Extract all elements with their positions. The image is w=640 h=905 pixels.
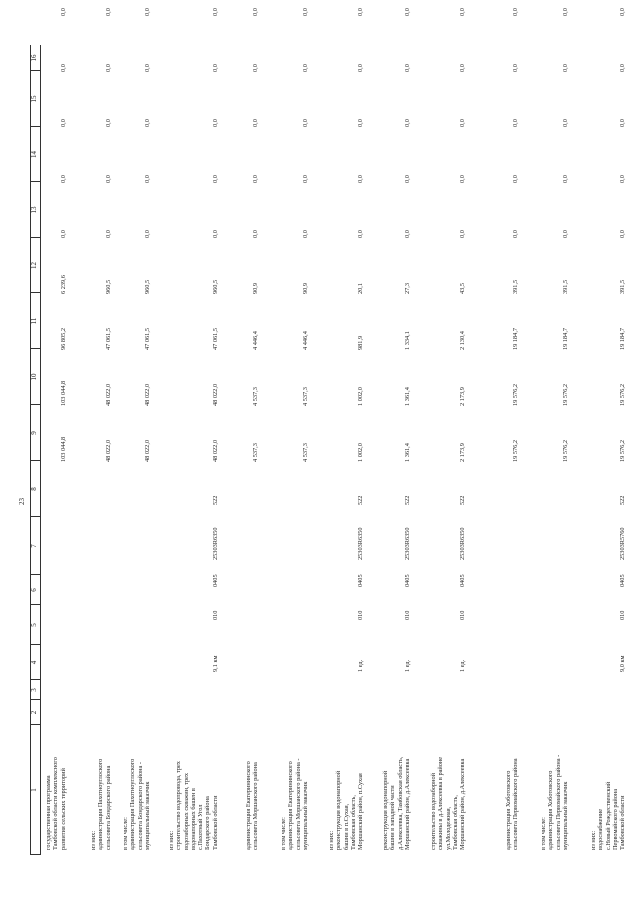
cell-value: 4 446,4: [252, 331, 260, 350]
row-name: в том числе: администрация Екатерининского сельсовета Моршанского района - муниципальный заказчик: [280, 758, 309, 850]
cell-csr: 25303R5760: [619, 527, 627, 560]
cell-value: 6 239,6: [59, 275, 67, 294]
cell-value: 391,5: [619, 279, 627, 294]
cell-value: 0,0: [104, 8, 112, 16]
cell-grbs: 010: [459, 610, 467, 620]
cell-value: 90,9: [252, 282, 260, 294]
cell-value: 0,0: [619, 8, 627, 16]
cell-value: 0,0: [357, 175, 365, 183]
cell-value: 4 537,3: [252, 387, 260, 406]
cell-value: 0,0: [512, 64, 520, 72]
cell-value: 0,0: [104, 175, 112, 183]
cell-value: 19 184,7: [512, 327, 520, 350]
cell-value: 981,9: [357, 335, 365, 350]
cell-value: 0,0: [143, 230, 151, 238]
cell-value: 0,0: [561, 230, 569, 238]
column-number: 8: [30, 487, 38, 491]
cell-value: 0,0: [59, 175, 67, 183]
cell-value: 0,0: [459, 175, 467, 183]
cell-grbs: 010: [619, 610, 627, 620]
cell-unit: 1 ед.: [357, 659, 365, 672]
cell-value: 0,0: [403, 64, 411, 72]
cell-value: 0,0: [104, 230, 112, 238]
page-number: 23: [18, 498, 26, 505]
cell-value: 0,0: [561, 64, 569, 72]
column-number: 9: [30, 431, 38, 435]
column-number: 6: [30, 588, 38, 592]
cell-value: 0,0: [104, 64, 112, 72]
row-name: в том числе: администрация Пахотноуглоского сельсовета Бондарского района - муниципальный заказчик: [122, 758, 151, 850]
cell-value: 2 173,9: [459, 387, 467, 406]
column-divider: [30, 237, 40, 238]
cell-csr: 25303R6350: [357, 527, 365, 560]
cell-value: 43,5: [459, 282, 467, 294]
cell-value: 0,0: [561, 8, 569, 16]
cell-rz: 0405: [619, 574, 627, 587]
cell-value: 0,0: [143, 175, 151, 183]
cell-value: 0,0: [252, 8, 260, 16]
cell-unit: 1 ед.: [459, 659, 467, 672]
cell-value: 960,5: [104, 279, 112, 294]
cell-value: 0,0: [403, 119, 411, 127]
row-name: из них: реконструкция водонапорной башни в п.Сухая, Тамбовская область, Моршанский район, п.Сухая: [328, 770, 365, 850]
column-number: 10: [30, 373, 38, 381]
cell-grbs: 010: [211, 610, 219, 620]
cell-value: 1 002,0: [357, 443, 365, 462]
cell-value: 20,1: [357, 282, 365, 294]
cell-value: 0,0: [211, 175, 219, 183]
cell-value: 0,0: [403, 175, 411, 183]
cell-value: 0,0: [459, 64, 467, 72]
cell-value: 0,0: [301, 230, 309, 238]
cell-vr: 522: [357, 495, 365, 505]
column-number: 14: [30, 151, 38, 158]
cell-value: 0,0: [512, 230, 520, 238]
row-name: реконструкция водонапорной башни в западной части д.Алексеевка, Тамбовская область, Моршанский район, д.Алексеевка: [382, 756, 411, 850]
column-divider: [30, 292, 40, 293]
row-name: из них: строительство водопровода, трех водозаборных скважин, трех водонапорных башен в с.Пахотный Угол Бондарского района Тамбовской области: [168, 761, 219, 850]
cell-value: 19 576,2: [561, 439, 569, 462]
cell-value: 48 022,0: [104, 439, 112, 462]
cell-value: 0,0: [561, 175, 569, 183]
row-name: администрация Екатерининского сельсовета Моршанского района: [245, 761, 260, 850]
cell-value: 96 805,2: [59, 327, 67, 350]
cell-value: 103 044,8: [59, 436, 67, 462]
column-divider: [30, 404, 40, 405]
cell-value: 0,0: [512, 8, 520, 16]
cell-value: 48 022,0: [211, 439, 219, 462]
cell-value: 19 184,7: [619, 327, 627, 350]
cell-value: 47 061,5: [104, 327, 112, 350]
cell-value: 0,0: [459, 8, 467, 16]
row-name: администрация Хоботовского сельсовета Первомайского района: [505, 758, 520, 850]
cell-value: 0,0: [59, 119, 67, 127]
column-number: 13: [30, 206, 38, 214]
cell-value: 0,0: [357, 8, 365, 16]
cell-value: 48 022,0: [143, 439, 151, 462]
cell-value: 19 576,2: [512, 439, 520, 462]
cell-csr: 25303R6350: [403, 527, 411, 560]
cell-grbs: 010: [357, 610, 365, 620]
cell-value: 27,3: [403, 282, 411, 294]
row-name: из них: администрация Пахотноуглоского сельсовета Бондарского района: [90, 758, 112, 850]
column-number: 15: [30, 95, 38, 103]
cell-value: 4 537,3: [301, 387, 309, 406]
cell-value: 0,0: [301, 8, 309, 16]
cell-value: 2 173,9: [459, 443, 467, 462]
cell-value: 48 022,0: [211, 383, 219, 406]
cell-value: 0,0: [143, 8, 151, 16]
cell-value: 391,5: [561, 279, 569, 294]
cell-value: 48 022,0: [104, 383, 112, 406]
cell-value: 19 576,2: [561, 383, 569, 406]
header-bottom-rule: [40, 45, 41, 855]
cell-value: 0,0: [252, 119, 260, 127]
cell-value: 0,0: [211, 8, 219, 16]
cell-unit: 9,0 км: [619, 655, 627, 672]
cell-value: 103 044,8: [59, 380, 67, 406]
cell-grbs: 010: [403, 610, 411, 620]
row-name: из них: водоснабжение с.Новый Рождественский Первомайского района Тамбовской области: [590, 781, 627, 850]
cell-value: 391,5: [512, 279, 520, 294]
cell-value: 47 061,5: [211, 327, 219, 350]
column-divider: [30, 181, 40, 182]
cell-value: 0,0: [252, 64, 260, 72]
cell-value: 0,0: [104, 119, 112, 127]
cell-rz: 0405: [357, 574, 365, 587]
column-number: 2: [30, 710, 38, 715]
cell-value: 0,0: [512, 119, 520, 127]
column-number: 16: [30, 54, 38, 62]
cell-value: 0,0: [357, 64, 365, 72]
cell-value: 0,0: [619, 64, 627, 72]
cell-value: 19 576,2: [619, 383, 627, 406]
cell-value: 0,0: [459, 119, 467, 127]
column-number: 1: [30, 788, 38, 792]
cell-value: 0,0: [619, 175, 627, 183]
cell-value: 0,0: [211, 230, 219, 238]
cell-value: 0,0: [301, 64, 309, 72]
cell-value: 19 576,2: [512, 383, 520, 406]
cell-value: 0,0: [143, 119, 151, 127]
cell-value: 4 446,4: [301, 331, 309, 350]
column-divider: [30, 348, 40, 349]
cell-value: 960,5: [211, 279, 219, 294]
cell-value: 19 576,2: [619, 439, 627, 462]
cell-value: 4 537,3: [301, 443, 309, 462]
column-divider: [30, 126, 40, 127]
column-divider: [30, 574, 40, 575]
cell-value: 0,0: [512, 175, 520, 183]
column-number: 5: [30, 623, 38, 627]
cell-value: 47 061,5: [143, 327, 151, 350]
cell-value: 48 022,0: [143, 383, 151, 406]
cell-value: 4 537,3: [252, 443, 260, 462]
cell-value: 0,0: [59, 64, 67, 72]
cell-value: 0,0: [619, 230, 627, 238]
cell-rz: 0405: [459, 574, 467, 587]
cell-value: 90,9: [301, 282, 309, 294]
cell-unit: 9,1 км: [211, 655, 219, 672]
cell-value: 0,0: [211, 119, 219, 127]
cell-value: 0,0: [211, 64, 219, 72]
cell-rz: 0405: [211, 574, 219, 587]
cell-value: 1 334,1: [403, 331, 411, 350]
column-divider: [30, 516, 40, 517]
column-number: 3: [30, 688, 38, 692]
cell-value: 0,0: [143, 64, 151, 72]
row-name: строительство водозаборной скважины в д.Алексеевка в районе ул.Молодежная, Тамбовская область, Моршанский район, д.Алексеевка: [430, 756, 467, 850]
cell-value: 1 361,4: [403, 443, 411, 462]
cell-value: 0,0: [59, 230, 67, 238]
cell-value: 0,0: [59, 8, 67, 16]
cell-value: 0,0: [561, 119, 569, 127]
cell-vr: 522: [619, 495, 627, 505]
cell-value: 1 002,0: [357, 387, 365, 406]
cell-value: 0,0: [403, 8, 411, 16]
column-number: 12: [30, 262, 38, 269]
cell-rz: 0405: [403, 574, 411, 587]
cell-value: 0,0: [301, 119, 309, 127]
cell-vr: 522: [403, 495, 411, 505]
row-name: государственная программа Тамбовской области комплексного развития сельских территорий: [45, 757, 67, 850]
column-number: 4: [30, 660, 38, 665]
column-number: 7: [30, 544, 38, 548]
cell-vr: 522: [459, 495, 467, 505]
cell-value: 2 130,4: [459, 331, 467, 350]
cell-vr: 522: [211, 495, 219, 505]
cell-value: 0,0: [301, 175, 309, 183]
column-divider: [30, 460, 40, 461]
cell-csr: 25303R6350: [459, 527, 467, 560]
cell-unit: 1 ед.: [403, 659, 411, 672]
cell-value: 19 184,7: [561, 327, 569, 350]
cell-value: 0,0: [252, 230, 260, 238]
cell-csr: 25303R6350: [211, 527, 219, 560]
cell-value: 0,0: [403, 230, 411, 238]
row-name: в том числе: администрация Хоботовского сельсовета Первомайского района - муниципальный заказчик: [540, 754, 569, 850]
cell-value: 0,0: [619, 119, 627, 127]
column-number: 11: [30, 317, 38, 325]
cell-value: 0,0: [357, 230, 365, 238]
cell-value: 0,0: [252, 175, 260, 183]
cell-value: 0,0: [357, 119, 365, 127]
cell-value: 1 361,4: [403, 387, 411, 406]
cell-value: 0,0: [459, 230, 467, 238]
cell-value: 960,5: [143, 279, 151, 294]
column-divider: [30, 854, 40, 855]
